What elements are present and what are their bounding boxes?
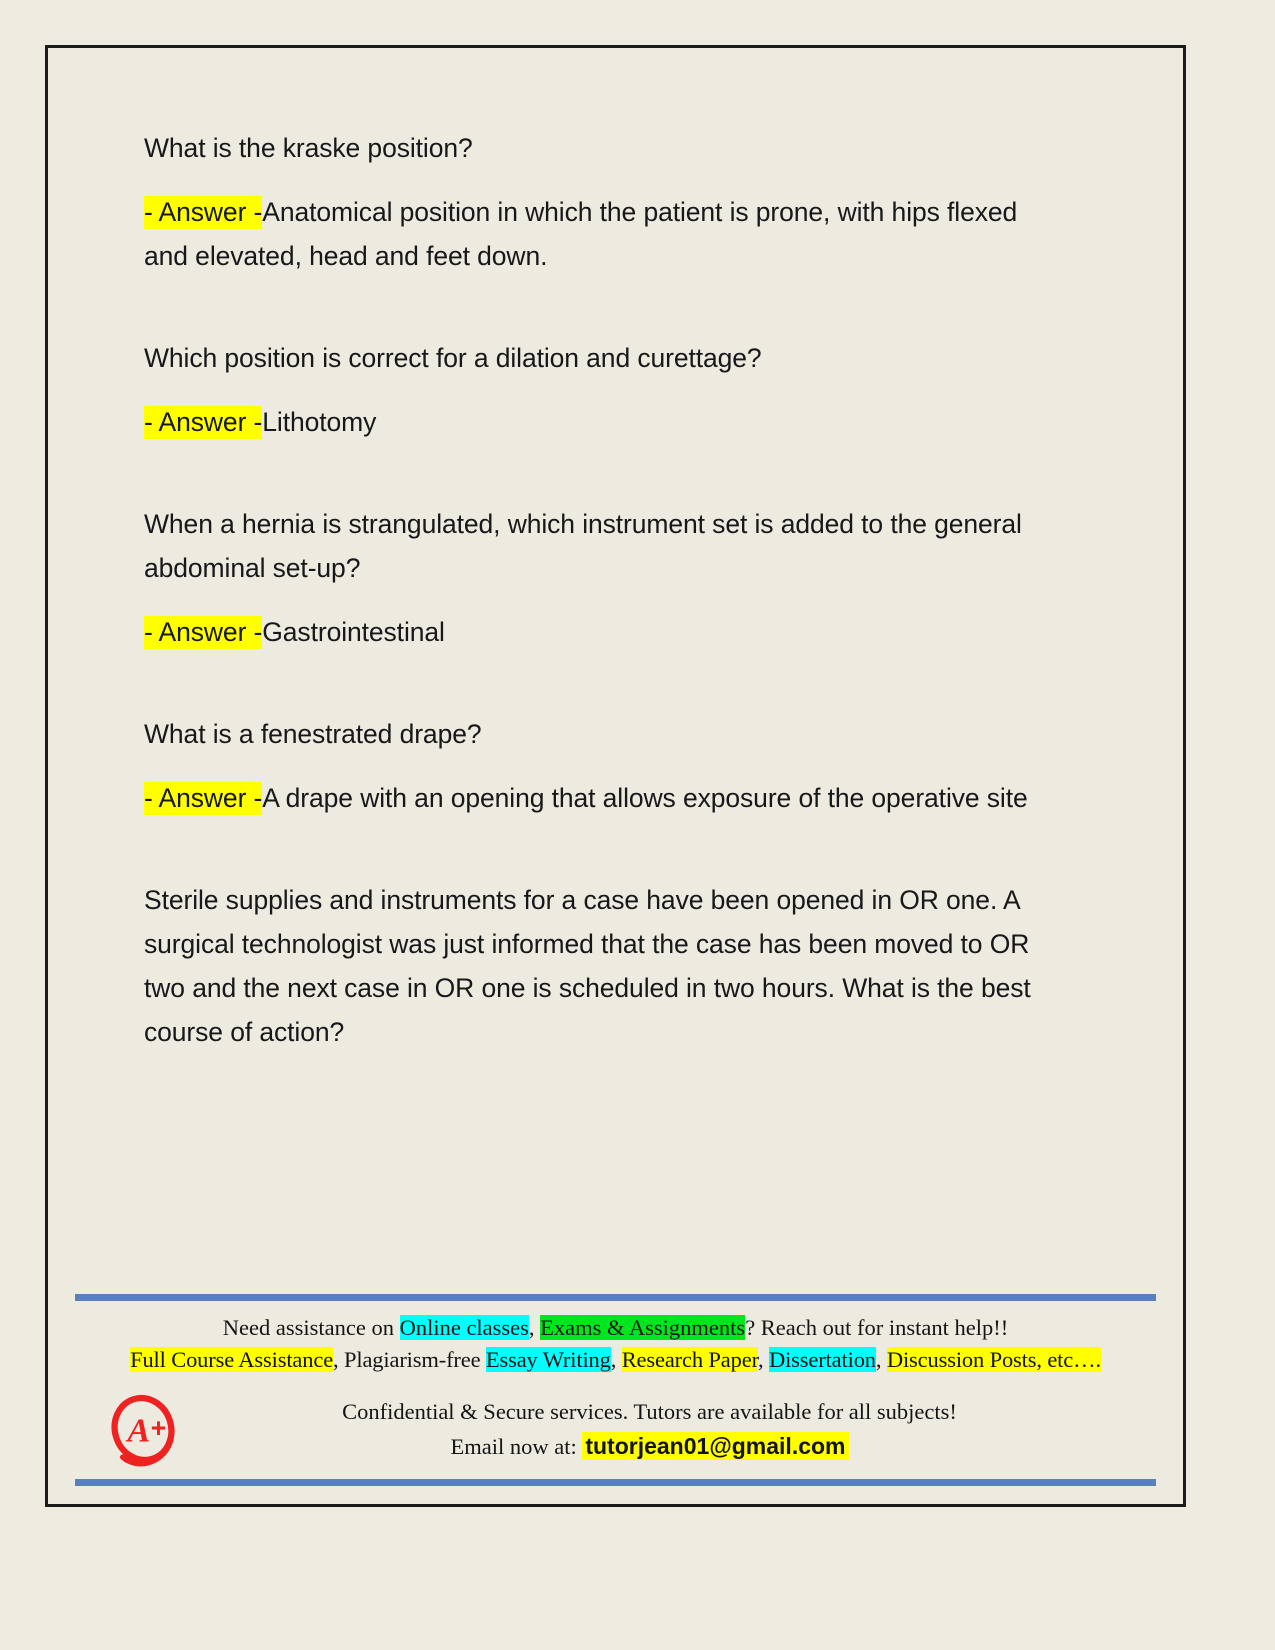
a-plus-icon: [104, 1390, 182, 1468]
footer-l2-essay-writing: Essay Writing: [485, 1347, 611, 1372]
answer-body: A drape with an opening that allows exposure of the operative site: [262, 783, 1028, 813]
footer-l2-plain-4: ,: [875, 1347, 887, 1372]
svg-text:+: +: [150, 1412, 167, 1443]
footer-line-1: [75, 1312, 1156, 1344]
footer-bottom-row: [75, 1390, 1156, 1468]
question-text: Sterile supplies and instruments for a case have been opened in OR one. A surgical technologist was just informed that the case has been moved to OR two and the next case in OR one is scheduled in two hours. What is the best course of action?: [144, 885, 1031, 1047]
answer-body: Gastrointestinal: [262, 617, 445, 647]
footer-l1-post: ? Reach out for instant help!!: [745, 1315, 1009, 1340]
qa-block: [144, 878, 1049, 1054]
qa-block: [144, 502, 1049, 654]
divider-top: [75, 1294, 1156, 1301]
answer-text: [144, 400, 1049, 444]
question-text: When a hernia is strangulated, which instrument set is added to the general abdominal set-up?: [144, 509, 1022, 583]
answer-text: [144, 776, 1049, 820]
footer-l1-exams-assignments: Exams & Assignments: [540, 1315, 746, 1340]
footer-l2-plain-1: , Plagiarism-free: [333, 1347, 486, 1372]
footer-l2-full-course-assistance: Full Course Assistance: [130, 1347, 334, 1372]
qa-block: [144, 336, 1049, 444]
answer-label: - Answer -: [144, 407, 263, 437]
footer-line-2: [75, 1344, 1156, 1376]
footer-l1-mid: ,: [528, 1315, 541, 1340]
footer-contact: [203, 1395, 1156, 1464]
answer-label: - Answer -: [144, 197, 263, 227]
qa-block: [144, 126, 1049, 278]
answer-label: - Answer -: [144, 783, 263, 813]
footer-l2-plain-2: ,: [610, 1347, 622, 1372]
svg-text:A: A: [127, 1411, 151, 1450]
qa-block: [144, 712, 1049, 820]
footer-l2-plain-3: ,: [758, 1347, 769, 1372]
answer-label: - Answer -: [144, 617, 263, 647]
document-page: [45, 45, 1186, 1507]
answer-text: [144, 610, 1049, 654]
footer-l2-research-paper: Research Paper: [621, 1347, 759, 1372]
footer-l1-online-classes: Online classes: [399, 1315, 529, 1340]
footer-email-row: [203, 1429, 1096, 1464]
divider-bottom: [75, 1479, 1156, 1486]
promo-footer: [75, 1294, 1156, 1486]
email-label: Email now at:: [450, 1433, 577, 1459]
footer-l2-dissertation: Dissertation: [768, 1347, 876, 1372]
answer-body: Anatomical position in which the patient is prone, with hips flexed and elevated, head and feet down.: [144, 197, 1018, 271]
question-text: What is a fenestrated drape?: [144, 719, 482, 749]
question-text: What is the kraske position?: [144, 133, 473, 163]
question-text: Which position is correct for a dilation and curettage?: [144, 343, 762, 373]
a-plus-logo: [83, 1390, 203, 1468]
footer-tagline: Confidential & Secure services. Tutors are available for all subjects!: [342, 1398, 957, 1424]
footer-l2-discussion-posts: Discussion Posts, etc….: [886, 1347, 1101, 1372]
document-body: [144, 126, 1049, 1074]
footer-l1-pre: Need assistance on: [222, 1315, 400, 1340]
answer-body: Lithotomy: [262, 407, 377, 437]
email-address[interactable]: tutorjean01@gmail.com: [582, 1432, 848, 1460]
answer-text: [144, 190, 1049, 278]
